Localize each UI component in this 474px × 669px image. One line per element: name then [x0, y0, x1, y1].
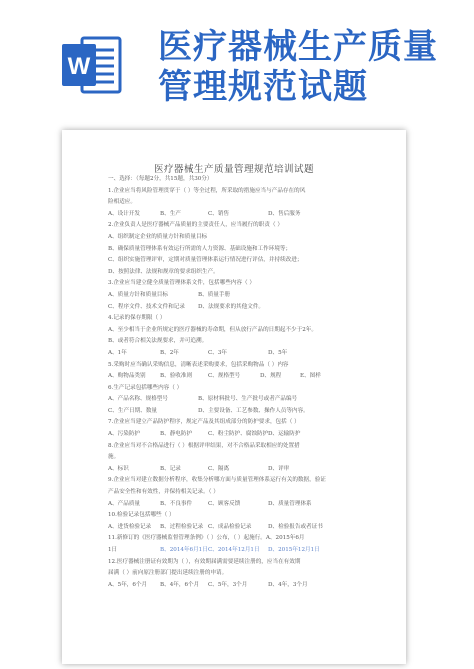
answer-option: D、主要设备、工艺参数、操作人员等内容。	[198, 407, 309, 414]
answer-option: A、产品质量	[108, 500, 141, 507]
answer-option: A、5年，6个月	[108, 581, 148, 588]
question-line: 5.采购时应当确认采购信息，清晰表述采购要求，包括采购物品（ ）内容	[108, 361, 289, 368]
question-line: B、确保质量管理体系有效运行所需的人力资源、基础设施和工作环境等；	[108, 245, 292, 252]
answer-option: C、顾客反馈	[208, 500, 241, 507]
answer-option: E、图样	[300, 373, 321, 380]
answer-option: A、标识	[108, 465, 129, 472]
answer-option: B、2年	[160, 349, 179, 356]
answer-option: B、验收准则	[160, 373, 193, 380]
question-line: A、组织制定企业的质量方针和质量目标	[108, 233, 208, 240]
question-line: 7.企业应当建立产品防护程序，规定产品及其组成部分的防护要求，包括（ ）	[108, 419, 300, 426]
answer-option: D、法规要求的其他文件。	[198, 303, 265, 310]
answer-option: C、5年，3个月	[208, 581, 248, 588]
banner-title	[158, 27, 468, 107]
option-row	[108, 580, 390, 592]
banner-title-line-2: 管理规范试题	[158, 67, 368, 107]
header-banner	[0, 0, 474, 118]
question-line: 一、选择：（每题2分，共15题，共30分）	[108, 176, 213, 182]
word-document-icon	[60, 34, 124, 96]
answer-option: C、3年	[208, 349, 228, 356]
answer-option: D、检验报告或者证书	[268, 523, 323, 530]
answer-option: A、购物品类别	[108, 373, 146, 380]
question-line: 1.企业应当将风险管理贯穿于（ ）等全过程，所采取的措施应当与产品存在的风	[108, 187, 306, 194]
answer-option: A、进货检验记录	[108, 523, 152, 530]
answer-option: C、成品检验记录	[208, 523, 252, 530]
question-line: A、至少相当于企业所规定的医疗器械的寿命期，但从放行产品的日期起不少于2年。	[108, 326, 317, 333]
answer-option: C、生产日期、数量	[108, 407, 158, 414]
option-row	[108, 209, 390, 221]
answer-option: B、不良事件	[160, 500, 193, 507]
answer-option: 1日	[108, 547, 118, 553]
answer-option: C、隔离	[208, 465, 230, 472]
option-row	[108, 522, 390, 534]
question-line: 施。	[108, 454, 120, 461]
option-row	[108, 290, 390, 302]
banner-title-line-1: 医疗器械生产质量	[158, 27, 438, 67]
question-line: B、或者符合相关法规要求，并可追溯。	[108, 338, 208, 345]
question-line: 6.生产记录包括哪些内容（ ）	[108, 384, 183, 391]
answer-option: A、质量方针和质量目标	[108, 291, 168, 298]
question-line: 12.医疗器械注册证有效期为（ ），有效期届满需要延续注册的，应当在有效期	[108, 558, 301, 565]
answer-option: B、2014年6月1日	[160, 547, 208, 553]
option-row	[108, 429, 390, 441]
question-line: 11.新修订的《医疗器械监督管理条例》（ ）公布，（ ）起施行。A、2015年6月	[108, 535, 305, 542]
option-row	[108, 394, 390, 406]
answer-option: B、过程检验记录	[160, 523, 204, 530]
answer-option: D、4年，3个月	[268, 581, 308, 588]
answer-option: A、1年	[108, 349, 127, 356]
option-row	[108, 348, 390, 360]
answer-option: D、规程	[260, 373, 282, 380]
question-line: 3.企业应当建立健全质量管理体系文件，包括哪些内容（ ）	[108, 280, 255, 287]
answer-option: D、质量管理体系	[268, 500, 312, 507]
question-line: 届满（ ）前向原注册部门提出延续注册的申请。	[108, 570, 228, 577]
question-line: 9.企业应当对建立数据分析程序，收集分析哪方面与质量管理体系运行有关的数据，验证	[108, 477, 326, 484]
answer-option: D、2015年12月1日	[268, 547, 320, 553]
answer-option: B、生产	[160, 210, 181, 217]
question-line: D、按照法律、法规和规章的要求组织生产。	[108, 268, 219, 275]
answer-option: B、4年，6个月	[160, 581, 200, 588]
question-line: C、组织实施管理评审，定期对质量管理体系运行情况进行评估，并持续改进；	[108, 257, 303, 264]
question-list	[108, 174, 390, 591]
question-line: 险相适应。	[108, 199, 136, 206]
answer-option: D、评审	[268, 465, 290, 472]
answer-option: B、原材料批号、生产批号或者产品编号	[198, 396, 298, 403]
option-row	[108, 464, 390, 476]
answer-option: D、运输防护	[268, 431, 301, 438]
document-title: 医疗器械生产质量管理规范培训试题	[153, 164, 314, 175]
document-page-preview	[62, 130, 406, 664]
answer-option: A、设计开发	[108, 210, 141, 217]
answer-option: C、规格型号	[208, 373, 241, 380]
question-line: 10.检验记录包括哪些（ ）	[108, 512, 175, 519]
option-row	[108, 371, 390, 383]
answer-option: A、产品名称、规格型号	[108, 396, 168, 403]
answer-option: B、记录	[160, 465, 181, 472]
answer-option: C、粉尘防护、腐蚀防护	[208, 431, 269, 438]
option-row	[108, 406, 390, 418]
option-row	[108, 499, 390, 511]
answer-option: C、销售	[208, 210, 230, 217]
option-row	[108, 302, 390, 314]
option-row	[108, 545, 390, 557]
word-letter: W	[67, 53, 91, 80]
question-line: 4.记录的保存期限（ ）	[108, 315, 166, 322]
answer-option: D、5年	[268, 349, 288, 356]
question-line: 8.企业应当对不合格品进行（ ）根据评审结果，对不合格品采取相应的处置措	[108, 442, 300, 449]
answer-option: C、程序文件、技术文件和记录	[108, 303, 185, 310]
answer-option: C、2014年12月1日	[208, 547, 260, 553]
answer-option: D、售后服务	[268, 210, 301, 217]
question-line: 2.企业负责人是医疗器械产品质量的主要责任人，应当履行的职责（ ）	[108, 222, 283, 229]
answer-option: B、质量手册	[198, 291, 231, 298]
answer-option: B、静电防护	[160, 431, 193, 438]
question-line: 产品安全性和有效性，并保持相关记录。（ ）	[108, 489, 219, 496]
answer-option: A、污染防护	[108, 431, 141, 438]
